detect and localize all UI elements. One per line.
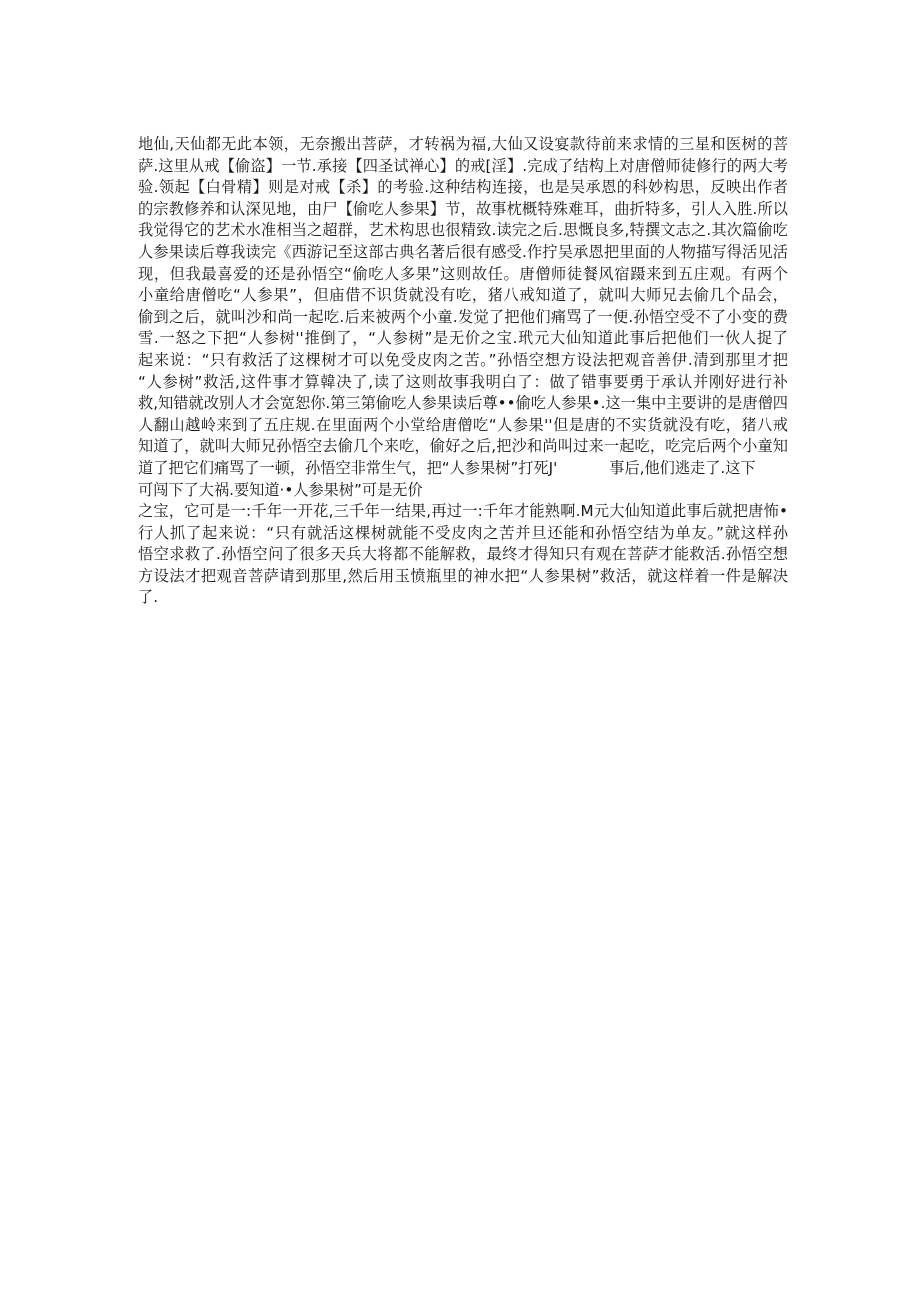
text-line: 行人抓了起来说：“只有就活这棵树就能不受皮肉之苦并旦还能和孙悟空结为单友。”就这样孙 bbox=[138, 523, 788, 542]
text-line: “人参树”救活,这件事才算韓决了,读了这则故事我明白了：做了错事要勇于承认并刚好进行补 bbox=[138, 372, 788, 391]
text-line: 地仙,天仙都无此本领，无奈搬出菩萨，才转祸为福,大仙又设宴款待前来求情的三星和医树的菩 bbox=[138, 135, 788, 153]
split-line-right: 事后,他们逃走了.这下 bbox=[609, 458, 756, 477]
text-line: 萨.这里从戒【偷盗】一节.承接【四圣试禅心】的戒[淫】.完成了结构上对唐僧师徒修行的两大考 bbox=[138, 156, 788, 175]
text-line: 了. bbox=[138, 588, 159, 607]
text-line: 救,知错就改别人才会宽恕你.第三第偷吃人参果读后尊••偷吃人参果•.这一集中主要讲的是唐僧四 bbox=[138, 394, 788, 413]
text-line: 雪.一怒之下把“人参树''推倒了，“人参树”是无价之宝.玳元大仙知道此事后把他们一伙人捉了 bbox=[138, 329, 788, 348]
text-line: 悟空求救了.孙悟空问了很多天兵大将都不能解救，最终才得知只有观在菩萨才能救活.孙悟空想 bbox=[138, 545, 788, 564]
text-line: 现，但我最喜爱的还是孙悟空“偷吃人多果”这则故任。唐僧师徒餐风宿蹑来到五庄观。有两个 bbox=[138, 264, 788, 283]
text-line: 的宗教修养和认深见地，由尸【偷吃人参果】节，故事枕概特殊难耳，曲折特多，引人入胜.所以 bbox=[138, 199, 788, 218]
text-line: 人参果读后尊我读完《西游记至这部古典名著后很有感受.作拧吴承恩把里面的人物描写得活见活 bbox=[138, 242, 788, 261]
text-line: 偷到之后，就叫沙和尚一起吃.后来被两个小童.发觉了把他们痛骂了一便.孙悟空受不了小变的费 bbox=[138, 307, 788, 326]
body-text bbox=[138, 134, 788, 609]
text-line-split bbox=[138, 458, 788, 480]
text-line: 验.领起【白骨精】则是对戒【杀】的考验.这种结构连接，也是吴承恩的科妙构思，反映出作者 bbox=[138, 178, 788, 197]
text-line: 可闯下了大祸.要知道·•人参果树”可是无价 bbox=[138, 480, 423, 499]
text-line: 之宝，它可是一:千年一开花,三千年一结果,再过一:千年才能熟啊.M元大仙知道此事后就把唐怖• bbox=[138, 502, 788, 521]
text-line: 小童给唐僧吃“人参果”，但庙借不识货就没有吃，猪八戒知道了，就叫大师兄去偷几个品会， bbox=[138, 286, 788, 305]
split-line-left: 道了把它们痛骂了一顿，孙悟空非常生气，把“人参果树”打死J' bbox=[138, 458, 558, 477]
text-line: 知道了，就叫大师兄孙悟空去偷几个来吃，偷好之后,把沙和尚叫过来一起吃，吃完后两个小童知 bbox=[138, 437, 788, 456]
text-line: 人翻山越岭来到了五庄规.在里面两个小堂给唐僧吃“人参果''但是唐的不实货就没有吃，猪八戒 bbox=[138, 415, 788, 434]
text-line: 方设法才把观音菩萨请到那里,然后用玉愤瓶里的神水把“人参果树”救活，就这样着一件是解决 bbox=[138, 566, 788, 585]
text-line: 起来说：“只有救活了这棵树才可以免受皮肉之苦。”孙悟空想方设法把观音善伊.清到那里才把 bbox=[138, 350, 788, 369]
text-line: 我觉得它的艺术水准相当之超群，艺术构思也很精致.读完之后.思慨良多,特撰文志之.其次篇偷吃 bbox=[138, 221, 788, 240]
